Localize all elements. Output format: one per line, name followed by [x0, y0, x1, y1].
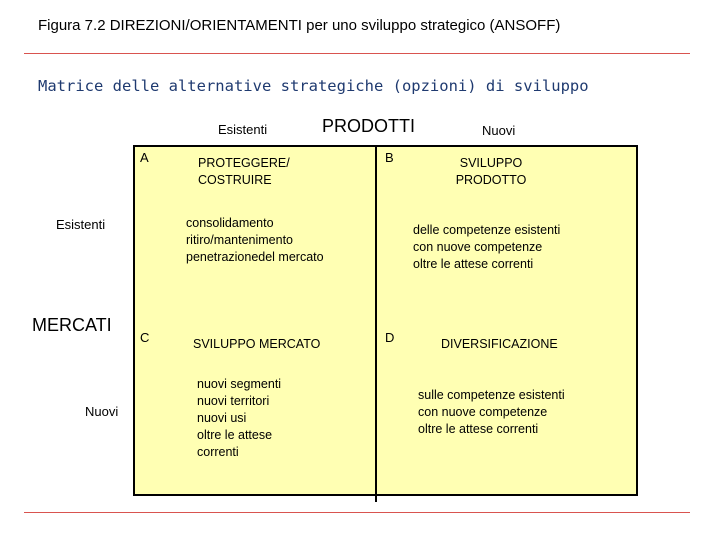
bottom-divider: [24, 512, 690, 513]
products-axis-label: PRODOTTI: [322, 116, 415, 136]
quadrant-d-description: sulle competenze esistenti con nuove competenze oltre le attese correnti: [418, 388, 565, 436]
quadrant-d-heading: DIVERSIFICAZIONE: [441, 337, 558, 351]
markets-existing-label: Esistenti: [56, 217, 106, 232]
quadrant-b-letter: B: [385, 150, 394, 165]
quadrant-c-letter: C: [140, 330, 150, 345]
matrix-divider: [375, 145, 377, 502]
quadrant-b-heading: SVILUPPO PRODOTTO: [455, 156, 527, 187]
products-new-label: Nuovi: [482, 123, 516, 138]
diagram-subtitle: Matrice delle alternative strategiche (opzioni) di sviluppo: [38, 77, 589, 95]
products-existing-label: Esistenti: [218, 122, 268, 137]
markets-axis-label: MERCATI: [32, 315, 112, 335]
quadrant-b-description: delle competenze esistenti con nuove competenze oltre le attese correnti: [413, 223, 561, 271]
quadrant-a-description: consolidamento ritiro/mantenimento penetrazionedel mercato: [186, 216, 324, 264]
quadrant-c-heading: SVILUPPO MERCATO: [193, 337, 321, 351]
top-divider: [24, 53, 690, 54]
quadrant-a-letter: A: [140, 150, 149, 165]
quadrant-c-description: nuovi segmenti nuovi territori nuovi usi oltre le attese correnti: [197, 377, 282, 459]
figure-title: Figura 7.2 DIREZIONI/ORIENTAMENTI per uno sviluppo strategico (ANSOFF): [38, 17, 561, 34]
quadrant-d-letter: D: [385, 330, 395, 345]
markets-new-label: Nuovi: [85, 404, 119, 419]
quadrant-a-heading: PROTEGGERE/ COSTRUIRE: [198, 156, 290, 187]
